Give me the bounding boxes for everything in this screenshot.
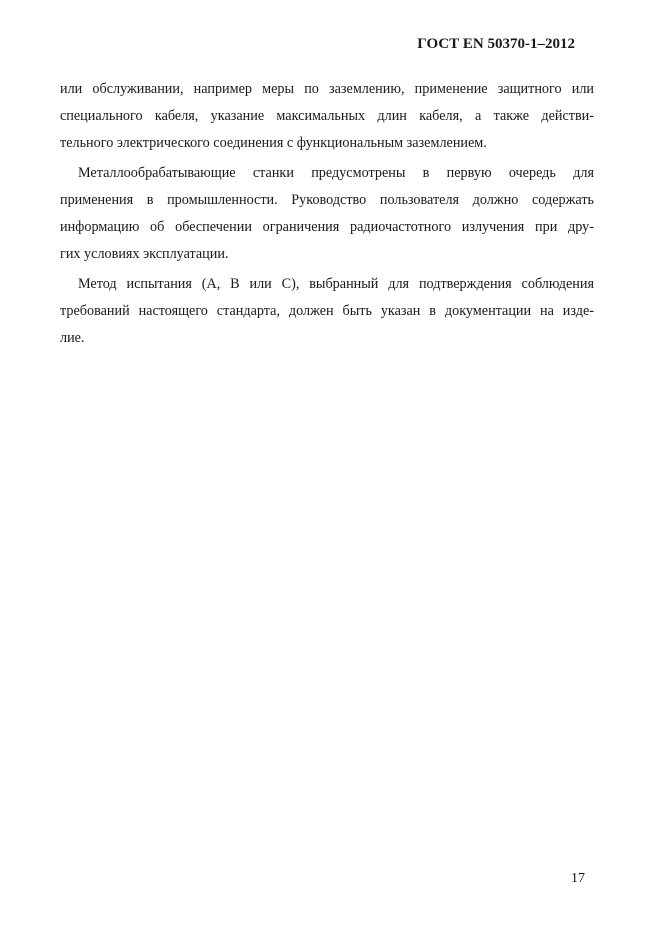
document-code-header: ГОСТ EN 50370-1–2012 [417,36,575,52]
text-line: Металлообрабатывающие станки предусмотрены в первую очередь для [78,165,594,181]
paragraph-1 [60,76,594,157]
body-text [60,76,594,355]
text-line: гих условиях эксплуатации. [60,246,229,262]
paragraph-3 [60,271,594,352]
text-line: или обслуживании, например меры по заземлению, применение защитного или [60,81,594,97]
text-line: требований настоящего стандарта, должен быть указан в документации на изде- [60,303,594,319]
text-line: тельного электрического соединения с функциональным заземлением. [60,135,487,151]
paragraph-2 [60,160,594,268]
text-line: специального кабеля, указание максимальных длин кабеля, а также действи- [60,108,594,124]
text-line: применения в промышленности. Руководство пользователя должно содержать [60,192,594,208]
page-number: 17 [571,871,585,886]
text-line: информацию об обеспечении ограничения радиочастотного излучения при дру- [60,219,594,235]
text-line: Метод испытания (А, В или С), выбранный для подтверждения соблюдения [78,276,594,292]
text-line: лие. [60,330,85,346]
